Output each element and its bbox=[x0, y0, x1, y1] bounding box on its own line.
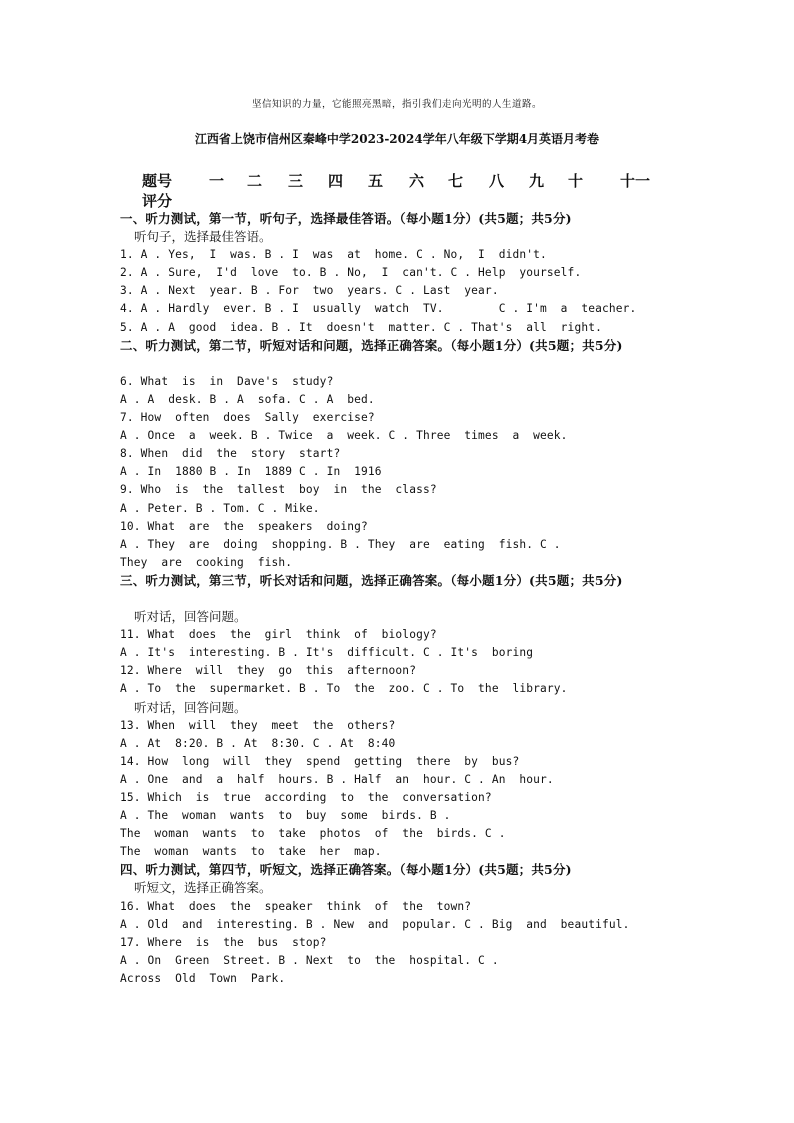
score-column: 十一 bbox=[620, 172, 651, 190]
question-line: 7. How often does Sally exercise? bbox=[120, 411, 375, 425]
score-column: 七 bbox=[448, 172, 464, 190]
question-line: A . Old and interesting. B . New and popular. C . Big and beautiful. bbox=[120, 917, 630, 931]
section-heading: 一、听力测试，第一节，听句子，选择最佳答语。（每小题1分）(共5题；共5分) bbox=[120, 211, 572, 226]
question-line: A . A desk. B . A sofa. C . A bed. bbox=[120, 392, 375, 406]
question-body bbox=[120, 210, 680, 988]
question-line: 5. A . A good idea. B . It doesn't matter. C . That's all right. bbox=[120, 320, 602, 334]
question-line: A . On Green Street. B . Next to the hospital. C . bbox=[120, 953, 499, 967]
score-row-label: 评分 bbox=[142, 192, 173, 210]
question-line: A . One and a half hours. B . Half an hour. C . An hour. bbox=[120, 772, 554, 786]
section-instruction: 听对话，回答问题。 bbox=[134, 609, 247, 625]
question-line: 11. What does the girl think of biology? bbox=[120, 628, 437, 642]
score-column: 八 bbox=[489, 172, 505, 190]
question-line: 16. What does the speaker think of the town? bbox=[120, 899, 472, 913]
question-line: The woman wants to take her map. bbox=[120, 845, 382, 859]
question-line: 13. When will they meet the others? bbox=[120, 718, 396, 732]
question-line: 4. A . Hardly ever. B . I usually watch TV. C . I'm a teacher. bbox=[120, 302, 637, 316]
section-heading: 四、听力测试，第四节，听短文，选择正确答案。（每小题1分）(共5题；共5分) bbox=[120, 862, 572, 878]
header-note: 坚信知识的力量，它能照亮黑暗，指引我们走向光明的人生道路。 bbox=[251, 99, 542, 110]
question-line: A . Once a week. B . Twice a week. C . Three times a week. bbox=[120, 429, 568, 443]
question-line: A . The woman wants to buy some birds. B . bbox=[120, 809, 451, 823]
question-line: 10. What are the speakers doing? bbox=[120, 519, 368, 533]
score-column: 六 bbox=[409, 172, 425, 190]
section-instruction: 听短文，选择正确答案。 bbox=[134, 880, 272, 896]
section-instruction: 听对话，回答问题。 bbox=[134, 699, 247, 715]
score-column: 三 bbox=[288, 172, 304, 190]
score-column: 十 bbox=[568, 172, 584, 190]
question-line: The woman wants to take photos of the birds. C . bbox=[120, 827, 506, 841]
question-line: 6. What is in Dave's study? bbox=[120, 374, 334, 388]
question-line: 1. A . Yes, I was. B . I was at home. C . No, I didn't. bbox=[120, 248, 547, 262]
question-line: 8. When did the story start? bbox=[120, 447, 341, 461]
question-line: 2. A . Sure, I'd love to. B . No, I can't. C . Help yourself. bbox=[120, 266, 582, 280]
score-column: 二 bbox=[247, 172, 263, 190]
question-line: 3. A . Next year. B . For two years. C . Last year. bbox=[120, 284, 499, 298]
question-line: They are cooking fish. bbox=[120, 555, 293, 569]
score-column: 九 bbox=[529, 172, 545, 190]
score-table-header bbox=[142, 170, 662, 188]
section-heading: 二、听力测试，第二节，听短对话和问题，选择正确答案。（每小题1分）(共5题；共5分) bbox=[120, 337, 623, 353]
score-column: 一 bbox=[209, 172, 225, 190]
document-title: 江西省上饶市信州区秦峰中学2023-2024学年八年级下学期4月英语月考卷 bbox=[194, 132, 600, 146]
question-line: A . At 8:20. B . At 8:30. C . At 8:40 bbox=[120, 736, 396, 750]
question-line: A . In 1880 B . In 1889 C . In 1916 bbox=[120, 465, 382, 479]
question-line: A . To the supermarket. B . To the zoo. C . To the library. bbox=[120, 682, 568, 696]
question-line: 17. Where is the bus stop? bbox=[120, 935, 327, 949]
score-header-label: 题号 bbox=[142, 172, 173, 190]
question-line: A . They are doing shopping. B . They are eating fish. C . bbox=[120, 537, 561, 551]
question-line: A . Peter. B . Tom. C . Mike. bbox=[120, 501, 320, 515]
score-column: 五 bbox=[368, 172, 384, 190]
score-column: 四 bbox=[328, 172, 344, 190]
question-line: Across Old Town Park. bbox=[120, 971, 286, 985]
section-instruction: 听句子，选择最佳答语。 bbox=[134, 229, 272, 245]
question-line: A . It's interesting. B . It's difficult. C . It's boring bbox=[120, 646, 534, 660]
question-line: 15. Which is true according to the conversation? bbox=[120, 791, 492, 804]
question-line: 12. Where will they go this afternoon? bbox=[120, 664, 417, 678]
question-line: 9. Who is the tallest boy in the class? bbox=[120, 483, 437, 497]
section-heading: 三、听力测试，第三节，听长对话和问题，选择正确答案。（每小题1分）(共5题；共5分) bbox=[120, 572, 623, 588]
question-line: 14. How long will they spend getting there by bus? bbox=[120, 754, 520, 768]
